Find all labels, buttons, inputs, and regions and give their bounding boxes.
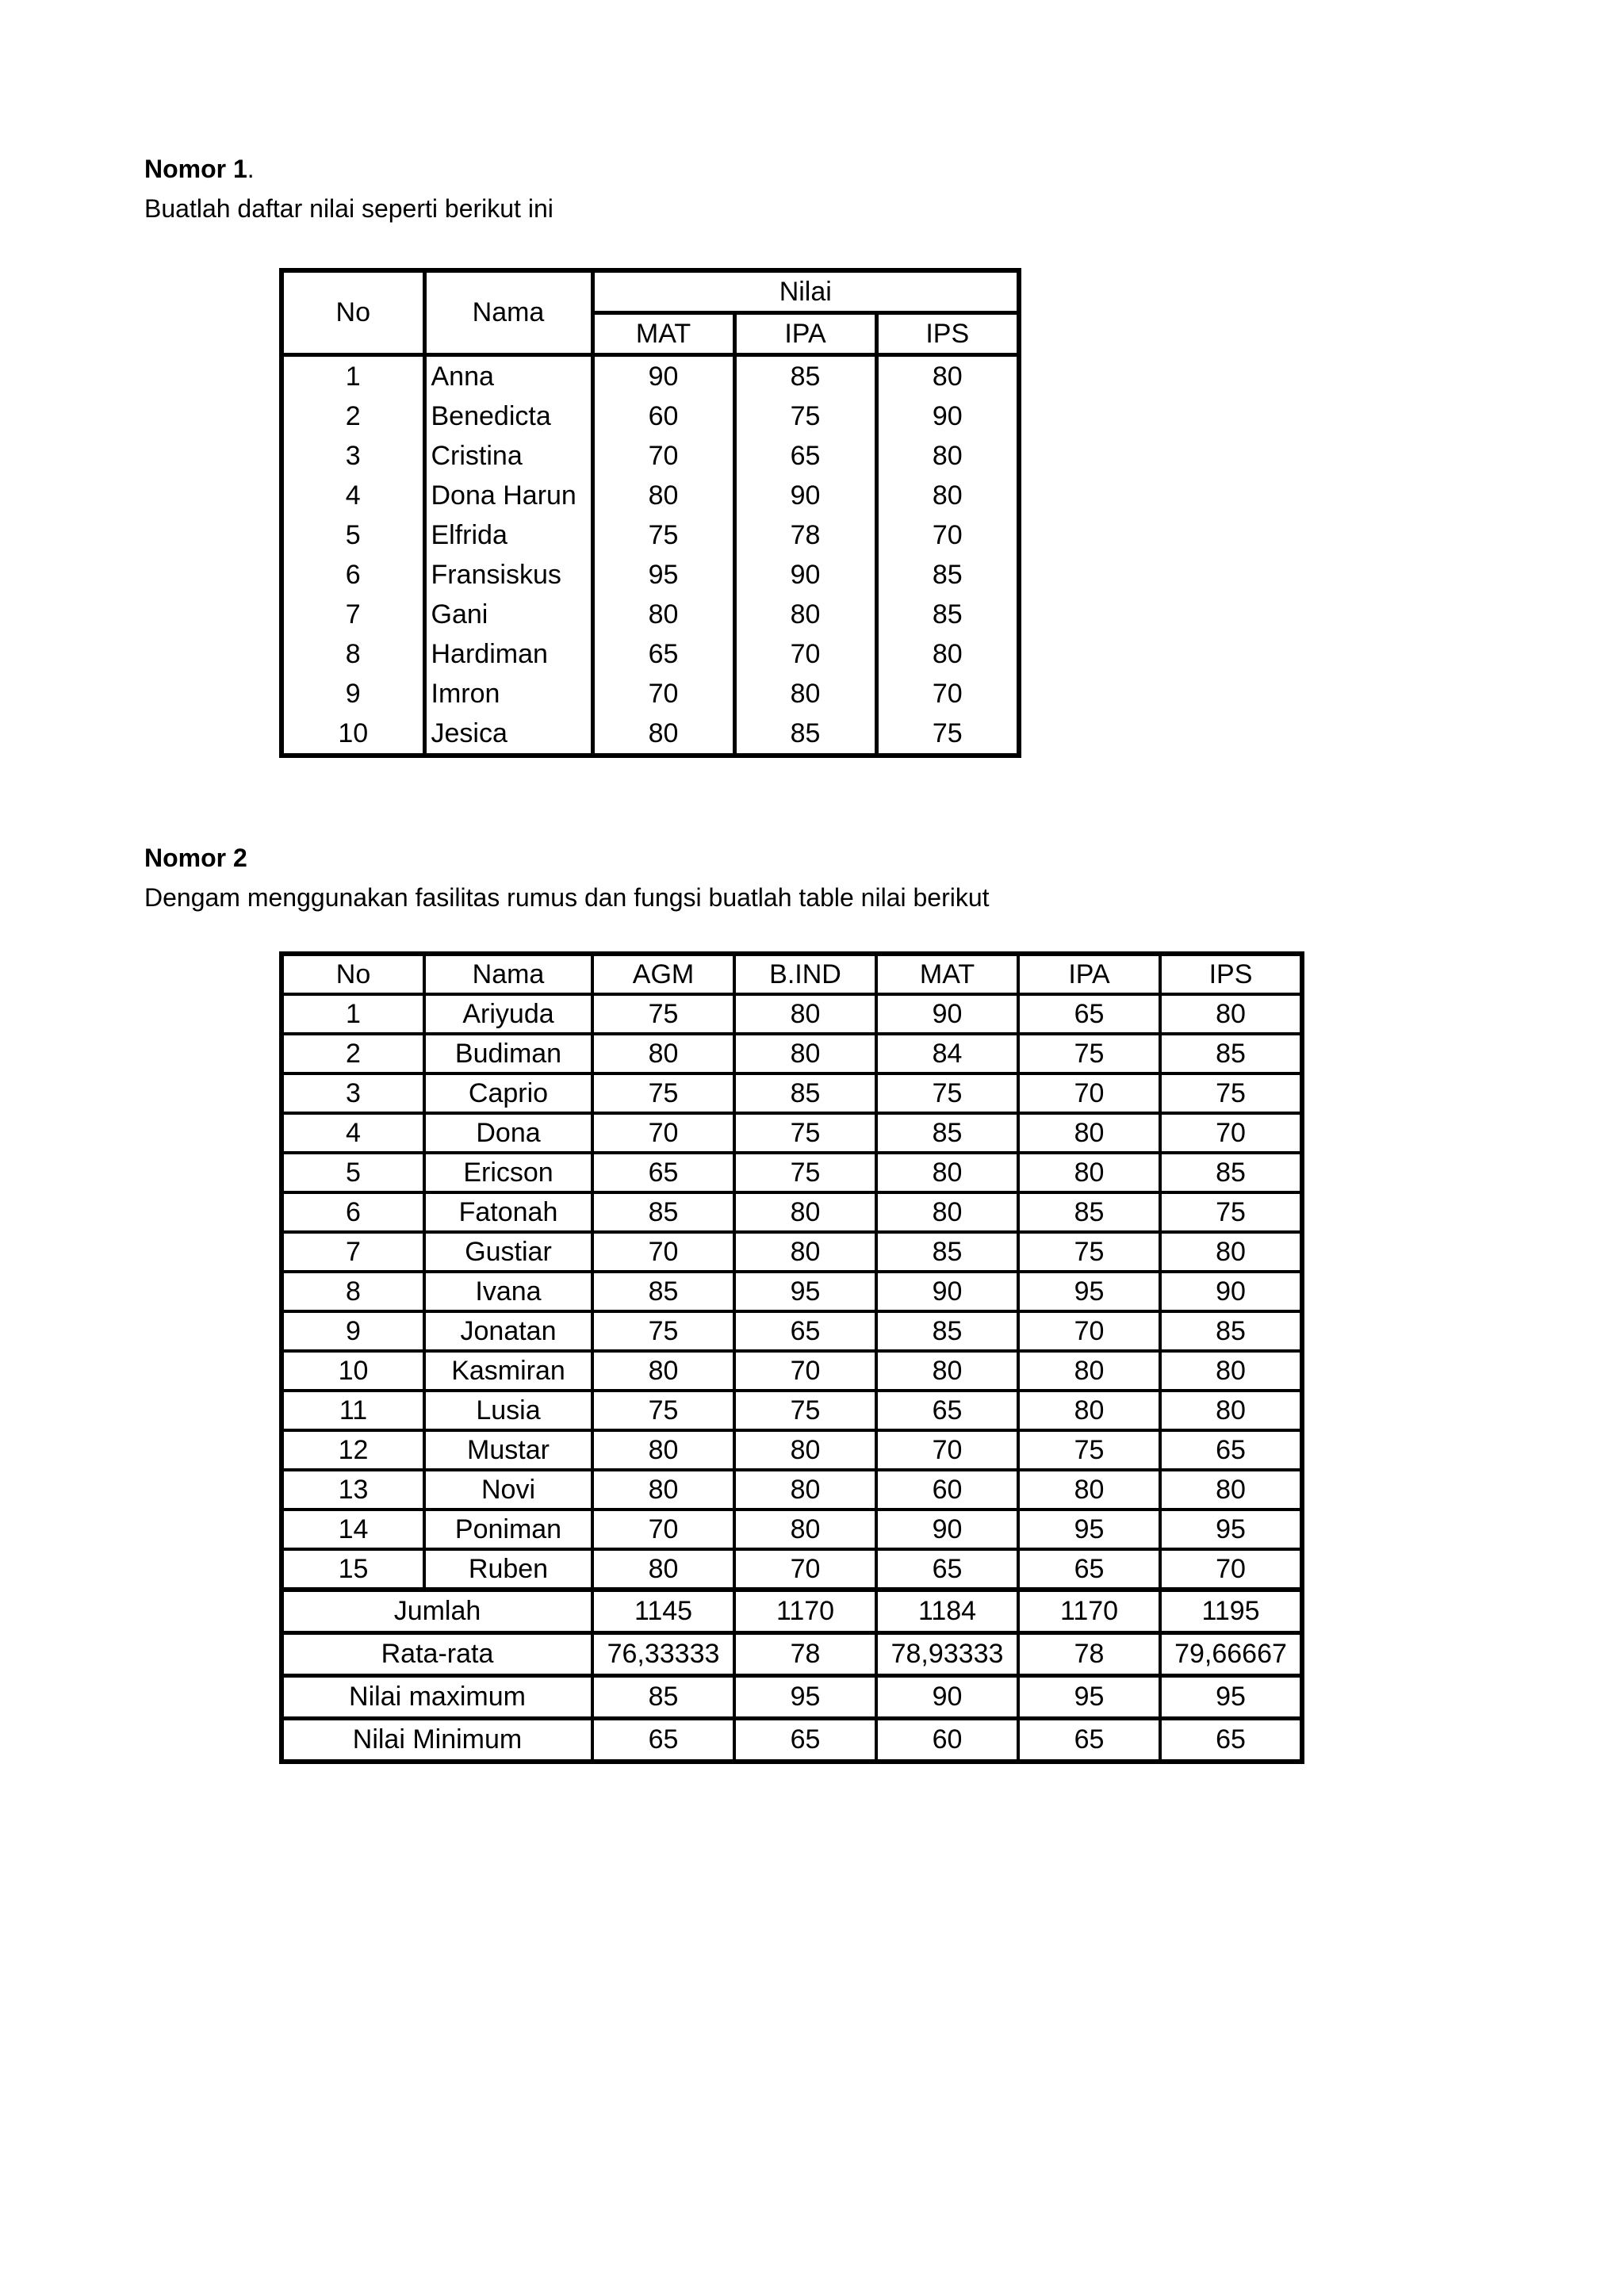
cell-nama: Mustar bbox=[424, 1430, 592, 1470]
cell-ips: 65 bbox=[1160, 1430, 1302, 1470]
cell-nama: Benedicta bbox=[424, 396, 592, 436]
cell-ips: 80 bbox=[876, 355, 1019, 397]
header-bind: B.IND bbox=[734, 954, 876, 994]
cell-bind: 70 bbox=[734, 1351, 876, 1391]
cell-ipa: 85 bbox=[734, 355, 876, 397]
cell-nama: Anna bbox=[424, 355, 592, 397]
cell-bind: 80 bbox=[734, 1430, 876, 1470]
cell-ipa: 80 bbox=[734, 595, 876, 634]
summary-ipa: 1170 bbox=[1018, 1590, 1160, 1633]
cell-ipa: 90 bbox=[734, 555, 876, 595]
section-2-instruction: Dengam menggunakan fasilitas rumus dan fungsi buatlah table nilai berikut bbox=[144, 883, 990, 912]
cell-bind: 80 bbox=[734, 1470, 876, 1510]
cell-no: 3 bbox=[282, 436, 424, 476]
cell-no: 7 bbox=[282, 1232, 424, 1272]
cell-mat: 95 bbox=[592, 555, 734, 595]
cell-nama: Kasmiran bbox=[424, 1351, 592, 1391]
table-row bbox=[282, 1113, 1302, 1153]
cell-agm: 80 bbox=[592, 1034, 734, 1073]
cell-no: 3 bbox=[282, 1073, 424, 1113]
cell-ipa: 75 bbox=[1018, 1430, 1160, 1470]
cell-mat: 80 bbox=[876, 1153, 1018, 1192]
summary-ips: 79,66667 bbox=[1160, 1633, 1302, 1676]
cell-nama: Novi bbox=[424, 1470, 592, 1510]
summary-ipa: 95 bbox=[1018, 1676, 1160, 1719]
cell-no: 13 bbox=[282, 1470, 424, 1510]
cell-no: 10 bbox=[282, 714, 424, 756]
table-row bbox=[282, 994, 1302, 1034]
cell-nama: Fatonah bbox=[424, 1192, 592, 1232]
cell-mat: 90 bbox=[876, 1510, 1018, 1549]
cell-ips: 80 bbox=[1160, 1232, 1302, 1272]
summary-ips: 95 bbox=[1160, 1676, 1302, 1719]
cell-ips: 70 bbox=[1160, 1113, 1302, 1153]
summary-ips: 65 bbox=[1160, 1719, 1302, 1762]
table-row bbox=[282, 436, 1019, 476]
cell-no: 7 bbox=[282, 595, 424, 634]
cell-nama: Budiman bbox=[424, 1034, 592, 1073]
section-1-header bbox=[144, 149, 553, 228]
cell-mat: 80 bbox=[876, 1351, 1018, 1391]
summary-label: Nilai maximum bbox=[282, 1676, 592, 1719]
cell-bind: 65 bbox=[734, 1311, 876, 1351]
cell-ips: 80 bbox=[876, 634, 1019, 674]
cell-ips: 85 bbox=[876, 555, 1019, 595]
cell-ips: 80 bbox=[876, 436, 1019, 476]
cell-ipa: 80 bbox=[1018, 1470, 1160, 1510]
grades-table-1 bbox=[279, 268, 1021, 758]
cell-bind: 80 bbox=[734, 994, 876, 1034]
cell-ipa: 65 bbox=[1018, 994, 1160, 1034]
cell-mat: 80 bbox=[592, 714, 734, 756]
cell-ipa: 65 bbox=[734, 436, 876, 476]
cell-mat: 80 bbox=[876, 1192, 1018, 1232]
cell-bind: 75 bbox=[734, 1153, 876, 1192]
summary-agm: 1145 bbox=[592, 1590, 734, 1633]
cell-nama: Imron bbox=[424, 674, 592, 714]
table-row bbox=[282, 515, 1019, 555]
cell-ips: 85 bbox=[1160, 1311, 1302, 1351]
cell-ips: 70 bbox=[1160, 1549, 1302, 1590]
cell-ips: 80 bbox=[1160, 1470, 1302, 1510]
header-mat: MAT bbox=[876, 954, 1018, 994]
cell-ipa: 65 bbox=[1018, 1549, 1160, 1590]
section-1-heading-punct: . bbox=[247, 155, 255, 183]
cell-ipa: 70 bbox=[1018, 1311, 1160, 1351]
cell-ipa: 80 bbox=[1018, 1153, 1160, 1192]
cell-nama: Cristina bbox=[424, 436, 592, 476]
summary-row bbox=[282, 1676, 1302, 1719]
cell-ipa: 80 bbox=[1018, 1113, 1160, 1153]
header-nilai: Nilai bbox=[592, 270, 1019, 313]
summary-bind: 78 bbox=[734, 1633, 876, 1676]
cell-nama: Ruben bbox=[424, 1549, 592, 1590]
summary-agm: 65 bbox=[592, 1719, 734, 1762]
summary-ipa: 78 bbox=[1018, 1633, 1160, 1676]
cell-ips: 90 bbox=[1160, 1272, 1302, 1311]
summary-mat: 1184 bbox=[876, 1590, 1018, 1633]
cell-ips: 80 bbox=[1160, 994, 1302, 1034]
cell-nama: Jonatan bbox=[424, 1311, 592, 1351]
cell-ips: 75 bbox=[876, 714, 1019, 756]
table-row bbox=[282, 1153, 1302, 1192]
cell-mat: 90 bbox=[876, 1272, 1018, 1311]
summary-mat: 90 bbox=[876, 1676, 1018, 1719]
cell-mat: 65 bbox=[592, 634, 734, 674]
cell-bind: 70 bbox=[734, 1549, 876, 1590]
summary-row bbox=[282, 1633, 1302, 1676]
cell-agm: 70 bbox=[592, 1510, 734, 1549]
cell-nama: Gani bbox=[424, 595, 592, 634]
table-row bbox=[282, 1391, 1302, 1430]
cell-nama: Hardiman bbox=[424, 634, 592, 674]
section-1-heading bbox=[144, 149, 553, 189]
cell-agm: 80 bbox=[592, 1549, 734, 1590]
cell-bind: 75 bbox=[734, 1391, 876, 1430]
cell-no: 8 bbox=[282, 634, 424, 674]
cell-ips: 75 bbox=[1160, 1192, 1302, 1232]
summary-label: Rata-rata bbox=[282, 1633, 592, 1676]
table-row bbox=[282, 1073, 1302, 1113]
header-mat: MAT bbox=[592, 313, 734, 355]
cell-no: 1 bbox=[282, 994, 424, 1034]
cell-agm: 75 bbox=[592, 994, 734, 1034]
cell-ips: 85 bbox=[1160, 1153, 1302, 1192]
cell-no: 1 bbox=[282, 355, 424, 397]
cell-nama: Gustiar bbox=[424, 1232, 592, 1272]
section-2-header bbox=[144, 838, 990, 917]
cell-no: 4 bbox=[282, 1113, 424, 1153]
table-row bbox=[282, 1430, 1302, 1470]
summary-bind: 95 bbox=[734, 1676, 876, 1719]
header-no: No bbox=[282, 270, 424, 355]
cell-agm: 80 bbox=[592, 1470, 734, 1510]
cell-mat: 70 bbox=[592, 436, 734, 476]
cell-nama: Ariyuda bbox=[424, 994, 592, 1034]
table-row bbox=[282, 355, 1019, 397]
cell-no: 14 bbox=[282, 1510, 424, 1549]
section-2-heading: Nomor 2 bbox=[144, 844, 247, 872]
cell-ipa: 80 bbox=[734, 674, 876, 714]
cell-agm: 65 bbox=[592, 1153, 734, 1192]
cell-nama: Ivana bbox=[424, 1272, 592, 1311]
summary-agm: 85 bbox=[592, 1676, 734, 1719]
table-row bbox=[282, 1311, 1302, 1351]
cell-agm: 75 bbox=[592, 1311, 734, 1351]
cell-bind: 85 bbox=[734, 1073, 876, 1113]
table-row bbox=[282, 634, 1019, 674]
cell-ipa: 75 bbox=[734, 396, 876, 436]
cell-mat: 80 bbox=[592, 595, 734, 634]
cell-agm: 75 bbox=[592, 1391, 734, 1430]
cell-no: 12 bbox=[282, 1430, 424, 1470]
cell-bind: 80 bbox=[734, 1232, 876, 1272]
cell-mat: 90 bbox=[592, 355, 734, 397]
cell-no: 5 bbox=[282, 515, 424, 555]
summary-mat: 78,93333 bbox=[876, 1633, 1018, 1676]
cell-nama: Jesica bbox=[424, 714, 592, 756]
cell-ips: 70 bbox=[876, 515, 1019, 555]
table-row bbox=[282, 595, 1019, 634]
cell-ipa: 80 bbox=[1018, 1391, 1160, 1430]
cell-agm: 70 bbox=[592, 1113, 734, 1153]
summary-label: Nilai Minimum bbox=[282, 1719, 592, 1762]
summary-agm: 76,33333 bbox=[592, 1633, 734, 1676]
cell-agm: 80 bbox=[592, 1430, 734, 1470]
cell-nama: Poniman bbox=[424, 1510, 592, 1549]
cell-agm: 80 bbox=[592, 1351, 734, 1391]
cell-ips: 80 bbox=[1160, 1351, 1302, 1391]
cell-bind: 80 bbox=[734, 1510, 876, 1549]
cell-mat: 60 bbox=[876, 1470, 1018, 1510]
cell-ipa: 85 bbox=[1018, 1192, 1160, 1232]
cell-mat: 70 bbox=[592, 674, 734, 714]
cell-ipa: 70 bbox=[1018, 1073, 1160, 1113]
cell-ipa: 75 bbox=[1018, 1232, 1160, 1272]
cell-no: 9 bbox=[282, 674, 424, 714]
cell-bind: 75 bbox=[734, 1113, 876, 1153]
header-nama: Nama bbox=[424, 270, 592, 355]
cell-no: 8 bbox=[282, 1272, 424, 1311]
cell-ips: 80 bbox=[1160, 1391, 1302, 1430]
cell-nama: Dona bbox=[424, 1113, 592, 1153]
cell-ipa: 70 bbox=[734, 634, 876, 674]
header-no: No bbox=[282, 954, 424, 994]
cell-mat: 85 bbox=[876, 1113, 1018, 1153]
cell-agm: 75 bbox=[592, 1073, 734, 1113]
header-nama: Nama bbox=[424, 954, 592, 994]
cell-mat: 84 bbox=[876, 1034, 1018, 1073]
summary-mat: 60 bbox=[876, 1719, 1018, 1762]
summary-row bbox=[282, 1719, 1302, 1762]
cell-ipa: 78 bbox=[734, 515, 876, 555]
header-ips: IPS bbox=[1160, 954, 1302, 994]
summary-bind: 65 bbox=[734, 1719, 876, 1762]
cell-bind: 95 bbox=[734, 1272, 876, 1311]
cell-agm: 85 bbox=[592, 1272, 734, 1311]
cell-no: 9 bbox=[282, 1311, 424, 1351]
cell-nama: Ericson bbox=[424, 1153, 592, 1192]
cell-mat: 90 bbox=[876, 994, 1018, 1034]
cell-ipa: 90 bbox=[734, 476, 876, 515]
cell-nama: Lusia bbox=[424, 1391, 592, 1430]
table-row bbox=[282, 1034, 1302, 1073]
header-agm: AGM bbox=[592, 954, 734, 994]
cell-ipa: 80 bbox=[1018, 1351, 1160, 1391]
header-ips: IPS bbox=[876, 313, 1019, 355]
cell-mat: 65 bbox=[876, 1391, 1018, 1430]
table-row bbox=[282, 1351, 1302, 1391]
cell-mat: 60 bbox=[592, 396, 734, 436]
cell-no: 10 bbox=[282, 1351, 424, 1391]
cell-mat: 70 bbox=[876, 1430, 1018, 1470]
table-row bbox=[282, 1192, 1302, 1232]
table-row bbox=[282, 1510, 1302, 1549]
cell-no: 6 bbox=[282, 1192, 424, 1232]
summary-row bbox=[282, 1590, 1302, 1633]
summary-ipa: 65 bbox=[1018, 1719, 1160, 1762]
section-1-instruction: Buatlah daftar nilai seperti berikut ini bbox=[144, 194, 553, 223]
cell-nama: Fransiskus bbox=[424, 555, 592, 595]
cell-no: 2 bbox=[282, 1034, 424, 1073]
cell-ips: 75 bbox=[1160, 1073, 1302, 1113]
cell-no: 5 bbox=[282, 1153, 424, 1192]
header-ipa: IPA bbox=[1018, 954, 1160, 994]
cell-ips: 70 bbox=[876, 674, 1019, 714]
cell-no: 2 bbox=[282, 396, 424, 436]
table-row bbox=[282, 476, 1019, 515]
table-row bbox=[282, 396, 1019, 436]
summary-bind: 1170 bbox=[734, 1590, 876, 1633]
grades-table-2 bbox=[279, 951, 1304, 1764]
table-row bbox=[282, 1272, 1302, 1311]
cell-agm: 70 bbox=[592, 1232, 734, 1272]
cell-ips: 95 bbox=[1160, 1510, 1302, 1549]
cell-bind: 80 bbox=[734, 1034, 876, 1073]
cell-agm: 85 bbox=[592, 1192, 734, 1232]
table-row bbox=[282, 1232, 1302, 1272]
cell-ipa: 95 bbox=[1018, 1510, 1160, 1549]
cell-mat: 85 bbox=[876, 1311, 1018, 1351]
cell-ips: 80 bbox=[876, 476, 1019, 515]
table-row bbox=[282, 714, 1019, 756]
cell-ips: 85 bbox=[1160, 1034, 1302, 1073]
cell-no: 4 bbox=[282, 476, 424, 515]
cell-ipa: 95 bbox=[1018, 1272, 1160, 1311]
summary-label: Jumlah bbox=[282, 1590, 592, 1633]
cell-mat: 75 bbox=[592, 515, 734, 555]
cell-bind: 80 bbox=[734, 1192, 876, 1232]
cell-ips: 85 bbox=[876, 595, 1019, 634]
table-row bbox=[282, 1470, 1302, 1510]
section-1-heading-text: Nomor 1 bbox=[144, 155, 247, 183]
cell-mat: 75 bbox=[876, 1073, 1018, 1113]
cell-nama: Dona Harun bbox=[424, 476, 592, 515]
cell-no: 11 bbox=[282, 1391, 424, 1430]
cell-mat: 85 bbox=[876, 1232, 1018, 1272]
cell-no: 15 bbox=[282, 1549, 424, 1590]
table-row bbox=[282, 674, 1019, 714]
table-row bbox=[282, 1549, 1302, 1590]
cell-nama: Caprio bbox=[424, 1073, 592, 1113]
cell-mat: 80 bbox=[592, 476, 734, 515]
cell-nama: Elfrida bbox=[424, 515, 592, 555]
header-ipa: IPA bbox=[734, 313, 876, 355]
summary-ips: 1195 bbox=[1160, 1590, 1302, 1633]
cell-ips: 90 bbox=[876, 396, 1019, 436]
cell-no: 6 bbox=[282, 555, 424, 595]
cell-mat: 65 bbox=[876, 1549, 1018, 1590]
cell-ipa: 75 bbox=[1018, 1034, 1160, 1073]
cell-ipa: 85 bbox=[734, 714, 876, 756]
table-row bbox=[282, 555, 1019, 595]
